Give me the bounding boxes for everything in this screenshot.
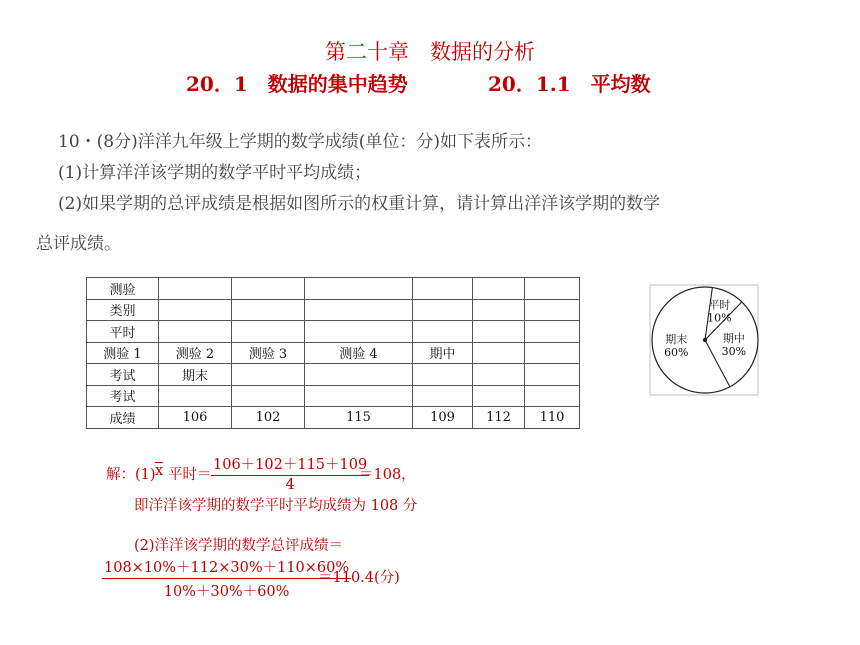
solution-line-3: (2)洋洋该学期的数学总评成绩＝ (134, 538, 344, 554)
solution-result-2: ＝110.4(分) (318, 570, 400, 586)
solution-sub: 平时＝ (168, 467, 212, 483)
table-cell (525, 342, 580, 364)
table-cell: 成绩 (87, 407, 159, 429)
table-row (87, 385, 580, 407)
table-cell: 115 (305, 407, 413, 429)
pie-slice-value: 30% (721, 345, 747, 359)
table-cell: 考试 (87, 364, 159, 386)
pie-slice-value: 60% (664, 346, 689, 360)
table-cell: 112 (473, 407, 525, 429)
table-cell (473, 385, 525, 407)
table-cell (159, 278, 232, 300)
fraction-2-denominator: 10%＋30%＋60% (163, 584, 290, 600)
table-cell: 考试 (87, 385, 159, 407)
fraction-2 (102, 556, 351, 601)
table-cell (473, 364, 525, 386)
table-cell (232, 299, 305, 321)
table-cell: 102 (232, 407, 305, 429)
table-cell (413, 299, 473, 321)
table-cell: 106 (159, 407, 232, 429)
table-cell (525, 385, 580, 407)
table-cell (525, 321, 580, 343)
pie-slice-label: 平时 (708, 298, 731, 312)
table-cell (232, 364, 305, 386)
table-cell (473, 278, 525, 300)
table-cell: 测验 3 (232, 342, 305, 364)
solution-prefix: 解：(1) (106, 467, 156, 483)
fraction-1 (211, 453, 369, 493)
table-cell (232, 321, 305, 343)
table-cell: 平时 (87, 321, 159, 343)
table-cell (525, 278, 580, 300)
table-cell (159, 299, 232, 321)
solution-result-1: ＝108， (359, 467, 416, 483)
table-cell (305, 299, 413, 321)
table-cell (413, 321, 473, 343)
pie-slice-label: 期中 (722, 332, 745, 346)
table-cell: 测验 4 (305, 342, 413, 364)
table-cell (413, 385, 473, 407)
table-cell: 期末 (159, 364, 232, 386)
solution-xbar: $\overline{x}$ (155, 463, 164, 479)
table-cell (232, 278, 305, 300)
section-title: 20．1 数据的集中趋势 (186, 72, 408, 96)
table-cell: 测验 2 (159, 342, 232, 364)
table-cell (232, 385, 305, 407)
fraction-2-numerator: 108×10%＋112×30%＋110×60% (102, 556, 351, 579)
table-cell (159, 321, 232, 343)
table-cell (473, 342, 525, 364)
question-part2-line2: 总评成绩。 (36, 234, 121, 254)
table-cell (525, 299, 580, 321)
weight-pie-chart (646, 282, 766, 398)
table-cell (305, 364, 413, 386)
question-part1: (1)计算洋洋该学期的数学平时平均成绩； (58, 163, 372, 183)
table-cell (525, 364, 580, 386)
table-cell (413, 364, 473, 386)
fraction-1-denominator: 4 (285, 477, 295, 493)
question-stem: 10・(8分)洋洋九年级上学期的数学成绩(单位：分)如下表所示： (58, 132, 542, 152)
table-row (87, 278, 580, 300)
table-row (87, 364, 580, 386)
table-cell: 测验 (87, 278, 159, 300)
table-cell: 110 (525, 407, 580, 429)
chapter-title: 第二十章 数据的分析 (325, 40, 535, 64)
table-row (87, 321, 580, 343)
table-cell: 类别 (87, 299, 159, 321)
table-cell (159, 385, 232, 407)
pie-center-dot (703, 338, 707, 342)
table-cell (473, 321, 525, 343)
table-cell: 109 (413, 407, 473, 429)
table-cell (305, 278, 413, 300)
table-cell (413, 278, 473, 300)
pie-slice-value: 10% (707, 311, 732, 325)
solution-line-2: 即洋洋该学期的数学平时平均成绩为 108 分 (134, 498, 418, 514)
table-row (87, 342, 580, 364)
question-part2-line1: (2)如果学期的总评成绩是根据如图所示的权重计算，请计算出洋洋该学期的数学 (58, 194, 661, 214)
table-cell (305, 385, 413, 407)
fraction-1-numerator: 106＋102＋115＋109 (211, 453, 369, 476)
pie-slice-label: 期末 (665, 333, 688, 347)
table-row (87, 407, 580, 429)
table-cell (305, 321, 413, 343)
table-row (87, 299, 580, 321)
table-cell (473, 299, 525, 321)
table-cell: 测验 1 (87, 342, 159, 364)
subsection-title: 20．1.1 平均数 (488, 72, 651, 96)
score-table (86, 277, 580, 429)
table-cell: 期中 (413, 342, 473, 364)
